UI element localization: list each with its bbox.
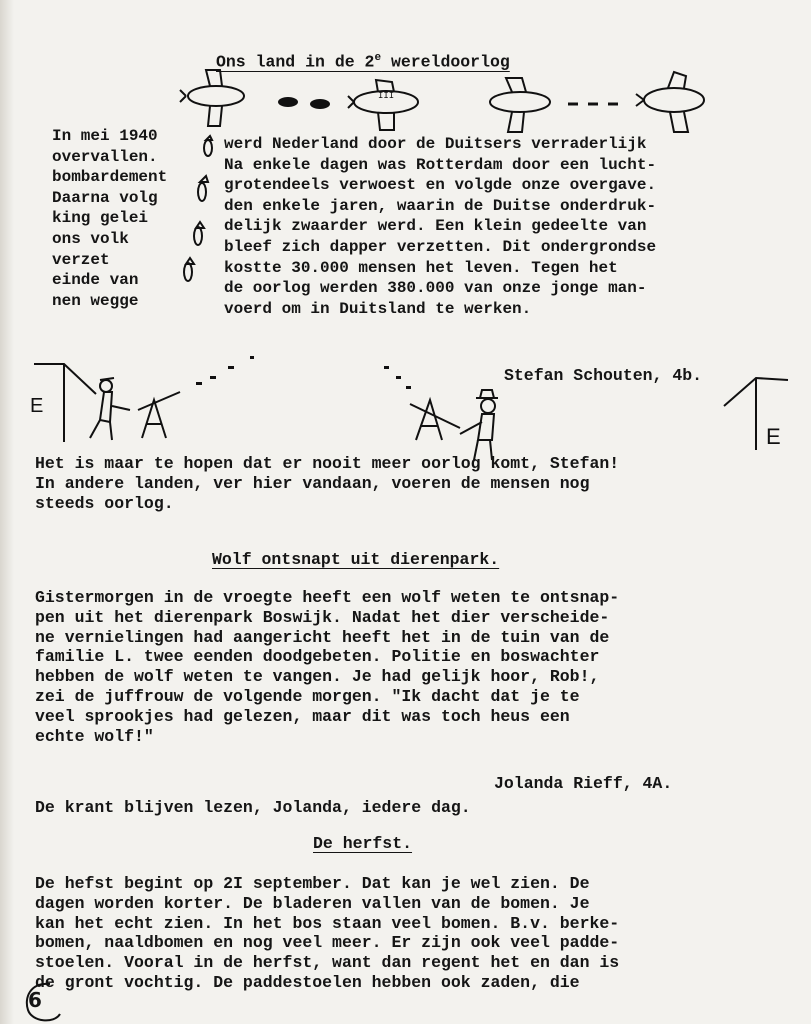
dash-marks <box>278 97 330 109</box>
house-icon <box>724 378 788 450</box>
falling-bombs-drawing <box>178 130 218 290</box>
soldier-icon <box>90 378 130 440</box>
war-right-line: kostte 30.000 mensen het leven. Tegen het <box>224 258 618 277</box>
war-comment-line: steeds oorlog. <box>35 493 174 513</box>
war-left-line: nen wegge <box>52 291 139 310</box>
cannon-icon <box>410 400 460 440</box>
autumn-line: stoelen. Vooral in de herfst, want dan regent het en dan is <box>35 953 620 973</box>
wolf-line: familie L. twee eenden doodgebeten. Politie en boswachter <box>35 647 600 667</box>
war-right-line: den enkele jaren, waarin de Duitse onderdruk- <box>224 196 657 215</box>
war-comment <box>35 454 619 513</box>
war-left-line: king gelei <box>52 209 149 228</box>
autumn-line: kan het echt zien. In het bos staan veel bomen. B.v. berke- <box>35 913 620 933</box>
signature-jolanda: Jolanda Rieff, 4A. <box>494 774 673 793</box>
page-number: 6 <box>28 988 42 1012</box>
airplane-icon <box>490 78 550 132</box>
war-right-line: Na enkele dagen was Rotterdam door een lucht- <box>224 155 657 174</box>
house-icon <box>30 364 96 442</box>
war-comment-line: Het is maar te hopen dat er nooit meer oorlog komt, Stefan! <box>35 454 620 473</box>
soldier-icon <box>460 390 498 460</box>
war-left-line: ons volk <box>52 229 129 248</box>
bomb-icon <box>194 222 204 245</box>
war-left-line: In mei 1940 <box>52 127 158 145</box>
bomb-icon <box>204 136 212 156</box>
autumn-line: bomen, naaldbomen en nog veel meer. Er zijn ook veel padde- <box>35 933 620 953</box>
war-right-line: delijk zwaarder werd. Een klein gedeelte van <box>224 217 647 236</box>
war-left-line: Daarna volg <box>52 188 158 207</box>
autumn-article <box>35 874 619 993</box>
bomb-icon <box>198 176 208 201</box>
bomb-icon <box>184 258 194 281</box>
page-binding-edge <box>0 0 14 1024</box>
wolf-line: Gistermorgen in de vroegte heeft een wolf weten te ontsnap- <box>35 588 620 607</box>
wolf-line: ne vernielingen had aangericht heeft het in de tuin van de <box>35 627 610 647</box>
wolf-line: hebben de wolf weten te vangen. Je had gelijk hoor, Rob!, <box>35 667 600 687</box>
wolf-line: veel sprookjes had gelezen, maar dit was toch heus een <box>35 706 570 726</box>
war-right-line: voerd om in Duitsland te werken. <box>224 299 532 318</box>
war-left-line: verzet <box>52 250 110 269</box>
house-label-left: E <box>30 395 44 417</box>
wolf-line: echte wolf!" <box>35 726 154 746</box>
house-label-right: E <box>766 424 781 449</box>
autumn-line: dagen worden korter. De bladeren vallen van de bomen. Je <box>35 893 590 913</box>
war-left-line: bombardement <box>52 168 168 187</box>
war-left-line: overvallen. <box>52 147 158 166</box>
wolf-comment: De krant blijven lezen, Jolanda, iedere dag. <box>35 798 471 817</box>
airplane-icon <box>348 80 418 130</box>
wolf-article <box>35 588 619 746</box>
title-war-main: Ons land in de 2 <box>216 52 375 72</box>
section-title-wolf: Wolf ontsnapt uit dierenpark. <box>212 550 500 569</box>
war-right-line: de oorlog werden 380.000 van onze jonge man- <box>224 279 647 298</box>
title-war-end: wereldoorlog <box>381 52 510 72</box>
war-right-line: grotendeels verwoest en volgde onze overgave. <box>224 176 657 195</box>
autumn-line: de gront vochtig. De paddestoelen hebben ook zaden, die <box>35 972 580 992</box>
war-left-column <box>52 126 167 311</box>
autumn-line: De hefst begint op 2I september. Dat kan je wel zien. De <box>35 874 590 893</box>
section-title-autumn: De herfst. <box>313 834 413 853</box>
svg-text:III: III <box>378 91 395 101</box>
war-right-line: werd Nederland door de Duitsers verraderlijk <box>224 135 647 153</box>
wolf-line: pen uit het dierenpark Boswijk. Nadat het dier verscheide- <box>35 607 610 627</box>
signature-stefan: Stefan Schouten, 4b. <box>504 366 703 385</box>
cannon-icon <box>138 392 180 438</box>
wolf-line: zei de juffrouw de volgende morgen. "Ik dacht dat je te <box>35 686 580 706</box>
title-war-sup: e <box>374 52 382 64</box>
soldiers-drawing <box>30 330 790 470</box>
airplane-icon <box>180 70 244 126</box>
page-number-circle <box>20 980 66 1024</box>
war-left-line: einde van <box>52 271 139 290</box>
shell-trajectory <box>196 356 411 389</box>
war-right-column <box>224 134 656 319</box>
war-right-line: bleef zich dapper verzetten. Dit ondergrondse <box>224 237 657 256</box>
war-comment-line: In andere landen, ver hier vandaan, voeren de mensen nog <box>35 473 590 493</box>
airplane-icon <box>636 72 704 132</box>
